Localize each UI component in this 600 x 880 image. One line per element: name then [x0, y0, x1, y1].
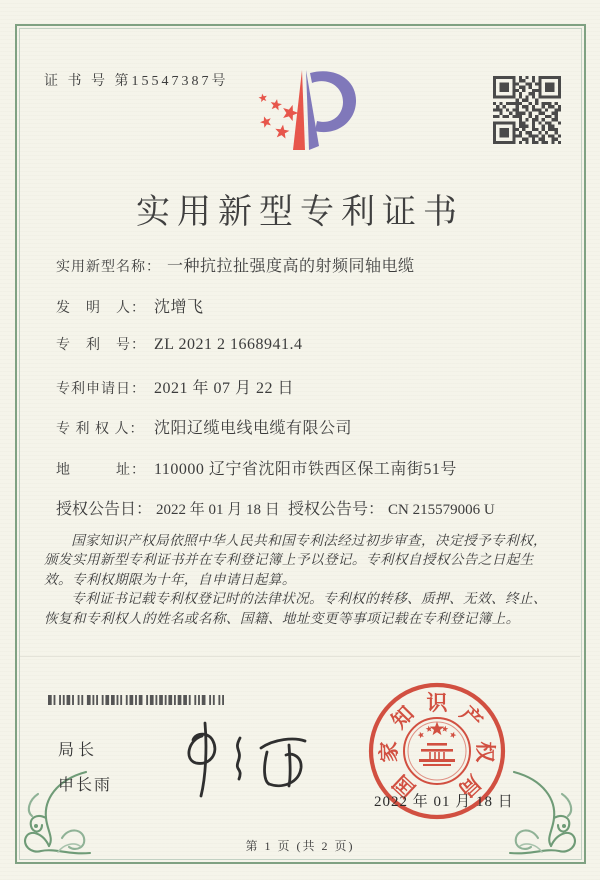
- logo-red-spike: [293, 70, 305, 150]
- svg-text:国: 国: [388, 770, 421, 803]
- grant-number-value: CN 215579006 U: [388, 502, 495, 518]
- logo-p-bowl: [310, 71, 356, 132]
- field-patent-number: [56, 334, 560, 375]
- field-filing-date: [56, 375, 560, 416]
- fields-block: [56, 253, 560, 536]
- field-label: 实用新型名称：: [56, 260, 161, 275]
- field-label: 发 明 人：: [56, 300, 146, 316]
- director-signature: [172, 718, 324, 802]
- legal-paragraph-2: 专利证书记载专利权登记时的法律状况。专利权的转移、质押、无效、终止、恢复和专利权人的姓名或名称、国籍、地址变更等事项记载在专利登记簿上。: [44, 591, 547, 626]
- qr-code: [493, 76, 561, 144]
- field-label: 专 利 权 人：: [56, 422, 145, 437]
- page-number: 第 1 页 (共 2 页): [245, 839, 355, 853]
- certificate-title: 实用新型专利证书: [136, 194, 464, 231]
- director-label: 局长: [58, 742, 99, 759]
- director-name: 申长雨: [58, 777, 113, 794]
- paper-crease: [20, 656, 580, 657]
- field-address: [56, 456, 560, 497]
- svg-text:权: 权: [472, 741, 498, 763]
- seal-national-emblem: [404, 718, 470, 784]
- legal-paragraph-1: 国家知识产权局依照中华人民共和国专利法经过初步审查，决定授予专利权，颁发实用新型专利证书并在专利登记簿上予以登记。专利权自授权公告之日起生效。专利权期限为十年，自申请日起算。: [44, 533, 547, 587]
- field-value: 110000 辽宁省沈阳市铁西区保工南街51号: [154, 460, 457, 478]
- field-patentee: [56, 415, 560, 456]
- field-label: 专 利 号：: [56, 338, 146, 353]
- cnipa-logo: [243, 60, 375, 166]
- svg-text:局: 局: [453, 770, 486, 803]
- barcode: [48, 695, 224, 705]
- seal-date: 2022 年 01 月 18 日: [374, 794, 514, 810]
- field-value: 沈阳辽缆电线电缆有限公司: [154, 420, 353, 437]
- grant-number-group: [288, 496, 495, 519]
- svg-text:产: 产: [455, 701, 488, 734]
- field-utility-model-name: [56, 253, 560, 294]
- field-value: 一种抗拉扯强度高的射频同轴电缆: [167, 258, 415, 275]
- grant-number-label: 授权公告号：: [288, 501, 385, 518]
- grant-date-label: 授权公告日：: [56, 501, 153, 518]
- svg-text:家: 家: [376, 741, 402, 763]
- field-grant-row: [56, 496, 560, 536]
- svg-text:知: 知: [386, 701, 419, 734]
- seal-text-ring: [377, 691, 497, 802]
- field-value: 沈增飞: [154, 298, 204, 316]
- field-value: 2021 年 07 月 22 日: [154, 379, 295, 397]
- grant-date-value: 2022 年 01 月 18 日: [156, 502, 280, 518]
- field-label: 地 址：: [56, 462, 146, 478]
- legal-text: [44, 531, 558, 628]
- field-value: ZL 2021 2 1668941.4: [154, 336, 303, 353]
- certificate-number: 证 书 号 第15547387号: [44, 74, 229, 89]
- field-inventor: [56, 294, 560, 335]
- svg-text:识: 识: [426, 691, 448, 715]
- field-label: 专利申请日：: [56, 381, 146, 397]
